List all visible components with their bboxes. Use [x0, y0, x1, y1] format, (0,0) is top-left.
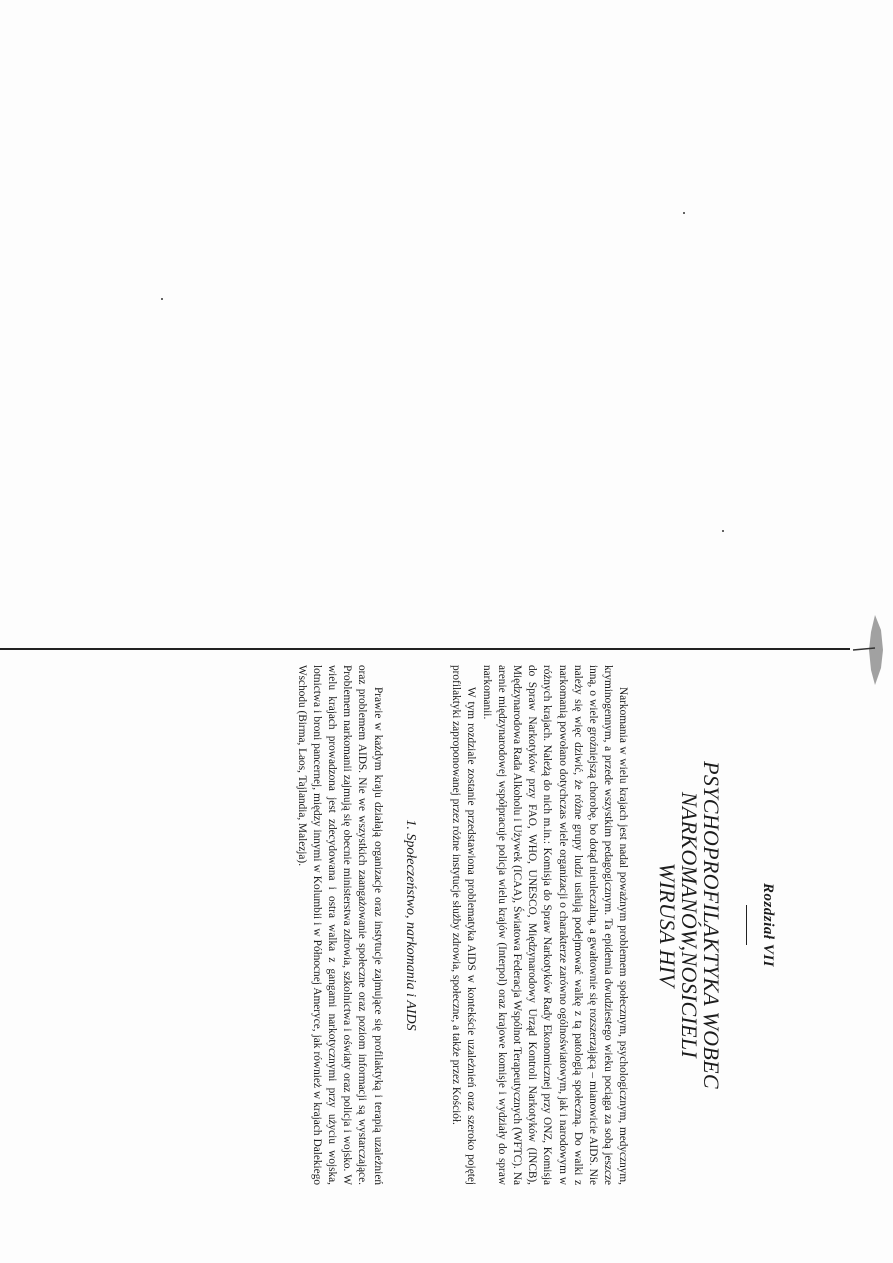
- chapter-title: [657, 665, 723, 1185]
- scan-speck: [722, 530, 724, 532]
- section-heading: 1. Społeczeństwo, narkomania i AIDS: [403, 819, 419, 1031]
- chapter-heading: Rozdział VII: [760, 883, 776, 967]
- paragraph: W tym rozdziale zostanie przedstawiona problematyka AIDS w kontekście uzależnień oraz szeroko pojętej profilaktyki zaproponowanej przez różne instytucje służby zdrowia, społeczne, a także przez Kościół.: [450, 665, 478, 1185]
- title-line: NARKOMANÓW,NOSICIELI: [677, 791, 703, 1059]
- title-line: PSYCHOPROFILAKTYKA WOBEC: [699, 761, 725, 1089]
- scan-speck: [683, 212, 685, 214]
- paragraph: Prawie w każdym kraju działają organizacje oraz instytucje zajmujące się profilaktyką i terapią uzależnień oraz problemem AIDS. Nie we wszystkich zaangażowanie społeczne oraz poziom informacji są wystarczające. Problemem narkomanii zajmują się obecnie ministerstwa zdrowia, szkolnictwa i oświaty oraz policja i wojsko. W wielu krajach prowadzona jest zdecydowana i ostra walka z gangami narkotycznymi przy użyciu wojska, lotnictwa i broni pancernej, między innymi w Kolumbii i w Północnej Ameryce, jak również w krajach Dalekiego Wschodu (Birma, Laos, Tajlandia, Malezja).: [295, 665, 384, 1185]
- scan-speck: [161, 298, 163, 300]
- chapter-underline: [747, 905, 748, 945]
- paragraph: Narkomania w wielu krajach jest nadal poważnym problemem społecznym, psychologicznym, medycznym, kryminogennym, a przede wszystkim pedagogicznym. Ta epidemia dwudziestego wieku pociąga za sobą jeszcze inną, o wiele groźniejszą chorobę, bo dotąd nieuleczalną, a gwałtownie się rozszerzającą – mianowicie AIDS. Nie należy się więc dziwić, że różne grupy ludzi usiłują podejmować walkę z tą patologią społeczną. Do walki z narkomanią powołano dotychczas wiele organizacji o charakterze zarówno ogólnoświatowym, jak i narodowym w różnych krajach. Należą do nich m.in.: Komisja do Spraw Narkotyków Rady Ekonomicznej przy ONZ, Komisja do Spraw Narkotyków przy FAO, WHO, UNESCO, Międzynarodowy Urząd Kontroli Narkotyków (INCB), Międzynarodowa Rada Alkoholu i Używek (ICAA), Światowa Federacja Wspólnot Terapeutycznych (WFTC). Na arenie międzynarodowej współpracuje policja wielu krajów (Interpol) oraz krajowe komisje i wydziały do spraw narkomanii.: [480, 665, 630, 1185]
- title-line: WIRUSA HIV: [655, 862, 681, 988]
- page-fold-line: [0, 648, 850, 650]
- binding-shadow: [845, 610, 885, 690]
- rotated-text-block: [293, 665, 775, 1185]
